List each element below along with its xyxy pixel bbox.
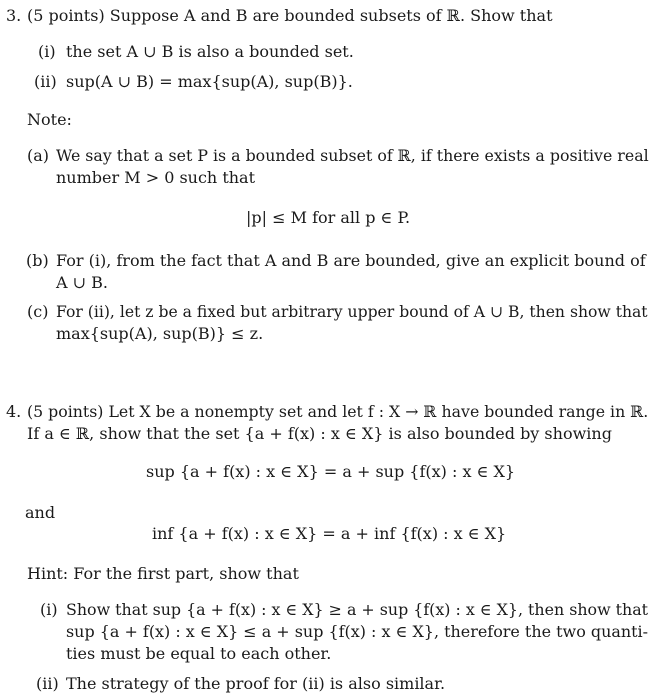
problem-3-intro: (5 points) Suppose A and B are bounded subsets of ℝ. Show that: [27, 6, 553, 25]
note-text-line: number M > 0 such that: [56, 168, 256, 187]
hint-item-line: ties must be equal to each other.: [66, 644, 332, 663]
problem-3-item-text: the set A ∪ B is also a bounded set.: [66, 42, 354, 61]
note-text-line: max{sup(A), sup(B)} ≤ z.: [56, 324, 264, 343]
problem-3-item-label: (i): [38, 42, 56, 61]
note-label: (a): [27, 146, 50, 165]
hint-item-line: sup {a + f(x) : x ∈ X} ≤ a + sup {f(x) : x ∈ X}, therefore the two quanti-: [66, 622, 649, 641]
hint-item-label: (ii): [36, 674, 59, 693]
and-word: and: [25, 503, 56, 522]
hint-item-label: (i): [40, 600, 58, 619]
hint-item-line: Show that sup {a + f(x) : x ∈ X} ≥ a + sup {f(x) : x ∈ X}, then show that: [66, 600, 649, 619]
note-text-line: We say that a set P is a bounded subset of ℝ, if there exists a positive real: [56, 146, 649, 165]
problem-3-number: 3.: [6, 6, 22, 25]
note-text-line: For (ii), let z be a fixed but arbitrary upper bound of A ∪ B, then show that: [56, 302, 648, 321]
note-label: (b): [26, 251, 49, 270]
hint-text: Hint: For the first part, show that: [27, 564, 299, 583]
problem-3-item-text: sup(A ∪ B) = max{sup(A), sup(B)}.: [66, 72, 353, 91]
display-equation: |p| ≤ M for all p ∈ P.: [246, 208, 411, 227]
note-heading: Note:: [27, 110, 72, 129]
note-label: (c): [27, 302, 49, 321]
problem-3-item-label: (ii): [34, 72, 57, 91]
problem-4-number: 4.: [6, 402, 22, 421]
hint-item-line: The strategy of the proof for (ii) is also similar.: [66, 674, 446, 693]
problem-4-intro-line: (5 points) Let X be a nonempty set and let f : X → ℝ have bounded range in ℝ.: [27, 402, 649, 421]
note-text-line: A ∪ B.: [56, 273, 108, 292]
note-text-line: For (i), from the fact that A and B are bounded, give an explicit bound of: [56, 251, 646, 270]
sup-equation: sup {a + f(x) : x ∈ X} = a + sup {f(x) : x ∈ X}: [146, 462, 516, 481]
problem-4-intro-line: If a ∈ ℝ, show that the set {a + f(x) : x ∈ X} is also bounded by showing: [27, 424, 612, 443]
inf-equation: inf {a + f(x) : x ∈ X} = a + inf {f(x) : x ∈ X}: [152, 524, 507, 543]
